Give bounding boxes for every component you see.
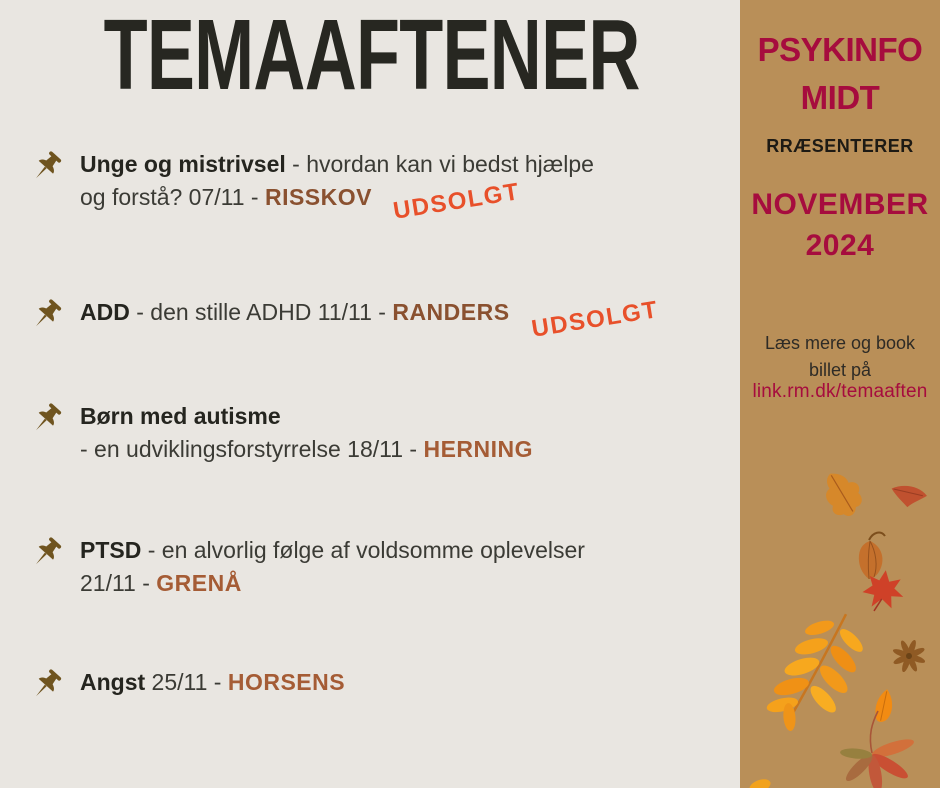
pushpin-icon bbox=[28, 297, 66, 337]
month-line1: NOVEMBER bbox=[751, 188, 929, 221]
event-description: - en udviklingsforstyrrelse 18/11 - bbox=[80, 436, 424, 462]
month-title bbox=[740, 184, 940, 266]
presents-label: RRÆSENTERER bbox=[766, 136, 914, 156]
event-location: HERNING bbox=[423, 436, 534, 462]
event-description: 25/11 - bbox=[145, 669, 228, 695]
event-item bbox=[28, 148, 594, 225]
event-item bbox=[28, 296, 660, 343]
event-description: 21/11 - bbox=[80, 570, 157, 596]
pushpin-icon bbox=[28, 149, 66, 189]
autumn-leaves-decoration bbox=[740, 440, 940, 788]
event-item bbox=[28, 400, 533, 466]
soldout-badge: UDSOLGT bbox=[529, 296, 660, 343]
event-description: - den stille ADHD 11/11 - bbox=[129, 299, 393, 325]
event-description: - en alvorlig følge af voldsomme oplevelser bbox=[141, 537, 585, 563]
event-location: RISSKOV bbox=[264, 184, 372, 210]
pushpin-icon bbox=[28, 667, 66, 707]
creeper-leaf-icon bbox=[840, 711, 916, 788]
booking-text: Læs mere og book billet på bbox=[764, 333, 916, 380]
event-description: og forstå? 07/11 - bbox=[80, 184, 265, 210]
physalis-icon bbox=[859, 533, 885, 579]
booking-link[interactable]: link.rm.dk/temaaften bbox=[752, 381, 928, 402]
event-title: ADD bbox=[80, 299, 130, 325]
rowan-leaf-icon bbox=[759, 600, 873, 746]
event-location: HORSENS bbox=[227, 669, 346, 695]
red-leaf-fragment-icon bbox=[888, 482, 928, 512]
event-title: PTSD bbox=[80, 537, 142, 563]
pushpin-icon bbox=[28, 535, 66, 575]
sidebar bbox=[740, 0, 940, 788]
event-title: Børn med autisme bbox=[80, 403, 281, 429]
event-item bbox=[28, 534, 585, 600]
oak-leaf-icon bbox=[814, 464, 870, 522]
event-location: GRENÅ bbox=[156, 570, 242, 596]
event-title: Unge og mistrivsel bbox=[80, 151, 286, 177]
page-title: TEMAAFTENER bbox=[103, 0, 640, 111]
star-anise-icon bbox=[887, 634, 931, 678]
brand-line2: MIDT bbox=[800, 79, 880, 116]
pushpin-icon bbox=[28, 401, 66, 441]
brand-title bbox=[740, 26, 940, 122]
tiny-leaf-icon bbox=[748, 777, 773, 788]
month-line2: 2024 bbox=[805, 229, 875, 262]
small-leaf-icon bbox=[873, 688, 895, 724]
soldout-badge: UDSOLGT bbox=[391, 178, 522, 225]
event-title: Angst bbox=[80, 669, 146, 695]
event-description: - hvordan kan vi bedst hjælpe bbox=[285, 151, 594, 177]
brand-line1: PSYKINFO bbox=[757, 31, 923, 68]
event-location: RANDERS bbox=[392, 299, 510, 325]
event-item bbox=[28, 666, 345, 707]
